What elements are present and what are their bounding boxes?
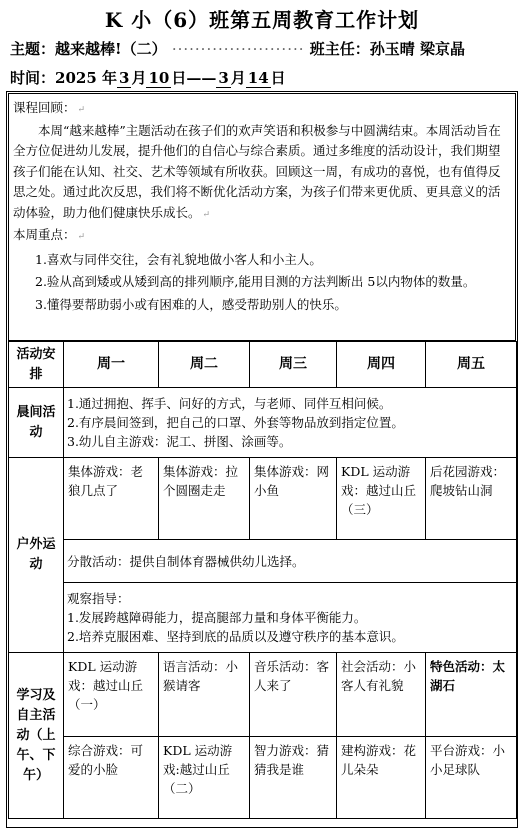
theme-value: 越来越棒!（二） xyxy=(55,40,167,58)
end-month: 3 xyxy=(218,69,229,87)
morning-content xyxy=(64,388,517,458)
morning-item-3: 3.幼儿自主游戏：泥工、拼图、涂画等。 xyxy=(67,434,292,449)
theme-label: 主题： xyxy=(10,40,56,58)
guidance-item-1: 1.发展跨越障碍能力，提高腿部力量和身体平衡能力。 xyxy=(67,610,367,625)
date-line xyxy=(10,67,286,88)
outdoor-game-tue: 集体游戏：拉个圆圈走走 xyxy=(159,458,250,540)
outdoor-scattered-row xyxy=(9,540,517,583)
review-heading xyxy=(13,98,511,121)
start-day: 10 xyxy=(148,69,170,87)
learning-wed-2: 智力游戏：猜猜我是谁 xyxy=(250,737,337,819)
outdoor-guidance xyxy=(64,583,517,653)
learning-fri-1: 特色活动：太湖石 xyxy=(426,653,517,737)
teacher-label: 班主任： xyxy=(309,40,370,58)
schedule-header-row xyxy=(9,342,517,388)
teacher-names: 孙玉晴 梁京晶 xyxy=(369,40,465,58)
day-monday: 周一 xyxy=(64,342,159,388)
day-char-2: 日 xyxy=(270,69,286,87)
guidance-heading: 观察指导： xyxy=(67,591,130,606)
theme-line xyxy=(10,38,465,59)
outdoor-game-wed: 集体游戏：网小鱼 xyxy=(250,458,337,540)
dotted-leader: ······················· xyxy=(171,40,305,58)
learning-label: 学习及自主活动（上午、下午） xyxy=(9,653,64,819)
outdoor-label: 户外运动 xyxy=(9,458,64,653)
year: 2025 年 xyxy=(55,69,117,87)
guidance-item-2: 2.培养克服困难、坚持到底的品质以及遵守秩序的基本意识。 xyxy=(67,629,404,644)
learning-fri-2: 平台游戏：小小足球队 xyxy=(426,737,517,819)
return-mark-icon: ↵ xyxy=(77,105,86,115)
focus-item-1: 1.喜欢与同伴交往，会有礼貌地做小客人和小主人。 xyxy=(35,251,322,267)
day-wednesday: 周三 xyxy=(250,342,337,388)
time-label: 时间： xyxy=(10,69,56,87)
day-char: 日 xyxy=(171,69,187,87)
focus-heading xyxy=(13,225,511,248)
morning-row xyxy=(9,388,517,458)
focus-heading-text: 本周重点： xyxy=(13,227,76,242)
review-paragraph-text: 本周“越来越棒”主题活动在孩子们的欢声笑语和积极参与中圆满结束。本周活动旨在全方位促进幼儿发展，提升他们的自信心与综合素质。通过多维度的活动设计，我们期望孩子们能在认知、社交、艺术等领域有所收获。回顾这一周，有成功的喜悦，也有值得反思之处。通过此次反思，我们将不断优化活动方案，为孩子们带来更优质、更具意义的活动体验，助力他们健康快乐成长。 xyxy=(13,122,501,220)
activity-arrangement-label: 活动安排 xyxy=(9,342,64,388)
review-heading-text: 课程回顾： xyxy=(13,100,76,115)
morning-item-2: 2.有序晨间签到，把自己的口罩、外套等物品放到指定位置。 xyxy=(67,415,404,430)
learning-thu-1: 社会活动：小客人有礼貌 xyxy=(337,653,426,737)
outdoor-game-thu: KDL 运动游戏：越过山丘（三） xyxy=(337,458,426,540)
learning-mon-2: 综合游戏：可爱的小脸 xyxy=(64,737,159,819)
page-title: K 小（6）班第五周教育工作计划 xyxy=(104,8,420,32)
focus-item-3: 3.懂得要帮助弱小或有困难的人，感受帮助别人的快乐。 xyxy=(35,296,347,312)
focus-item-2: 2.验从高到矮或从矮到高的排列顺序,能用目测的方法判断出 5以内物体的数量。 xyxy=(35,274,476,289)
outdoor-scattered: 分散活动：提供自制体育器械供幼儿选择。 xyxy=(64,540,517,583)
outdoor-group-row xyxy=(9,458,517,540)
day-thursday: 周四 xyxy=(337,342,426,388)
outdoor-guidance-row xyxy=(9,583,517,653)
learning-tue-2: KDL 运动游戏:越过山丘（二） xyxy=(159,737,250,819)
date-separator: —— xyxy=(186,69,217,87)
learning-thu-2: 建构游戏：花儿朵朵 xyxy=(337,737,426,819)
learning-mon-1: KDL 运动游戏：越过山丘（一） xyxy=(64,653,159,737)
schedule-table xyxy=(8,341,517,819)
morning-item-1: 1.通过拥抱、挥手、问好的方式，与老师、同伴互相问候。 xyxy=(67,396,392,411)
start-month: 3 xyxy=(119,69,130,87)
month-char-2: 月 xyxy=(230,69,246,87)
month-char: 月 xyxy=(131,69,147,87)
day-friday: 周五 xyxy=(426,342,517,388)
course-review xyxy=(8,93,516,341)
outdoor-game-fri: 后花园游戏：爬坡钻山洞 xyxy=(426,458,517,540)
learning-wed-1: 音乐活动：客人来了 xyxy=(250,653,337,737)
learning-row-2 xyxy=(9,737,517,819)
outdoor-game-mon: 集体游戏：老狼几点了 xyxy=(64,458,159,540)
learning-row-1 xyxy=(9,653,517,737)
return-mark-icon: ↵ xyxy=(202,209,211,220)
return-mark-icon: ↵ xyxy=(77,232,86,242)
morning-label: 晨间活动 xyxy=(9,388,64,458)
learning-tue-1: 语言活动：小猴请客 xyxy=(159,653,250,737)
review-paragraph xyxy=(13,121,511,226)
day-tuesday: 周二 xyxy=(159,342,250,388)
end-day: 14 xyxy=(247,69,269,87)
